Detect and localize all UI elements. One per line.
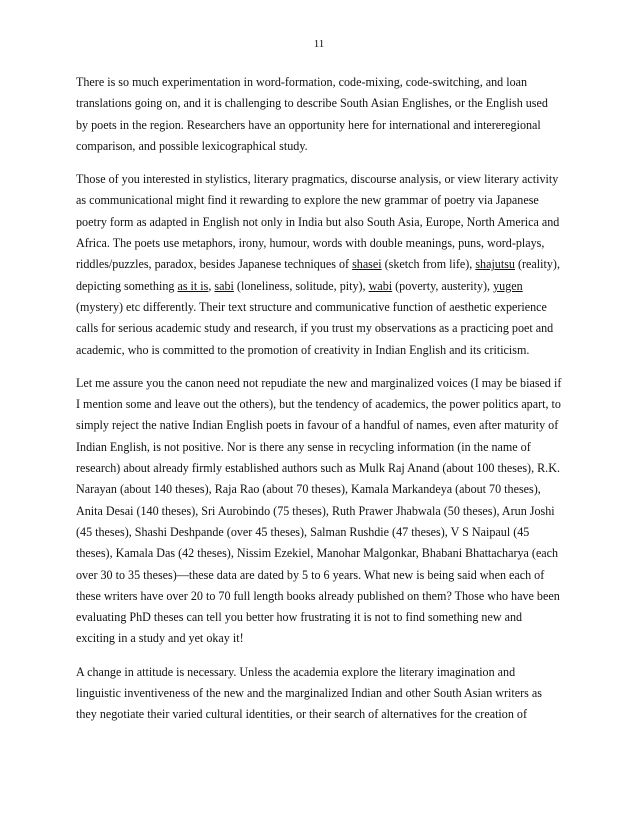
underlined-term: sabi <box>214 278 234 293</box>
underlined-term: wabi <box>368 278 393 293</box>
page-number: 11 <box>313 38 325 50</box>
text-segment: (poverty, austerity), <box>392 278 494 293</box>
paragraph <box>76 72 562 157</box>
text-segment: (sketch from life), <box>381 257 476 272</box>
document-body <box>76 72 562 738</box>
underlined-term: shajutsu <box>475 257 515 272</box>
paragraph <box>76 169 562 361</box>
text-segment: (mystery) etc differently. Their text structure and communicative function of aesthetic experience calls for serious academic study and research, if you trust my observations as a practicing poet and academic, who is committed to the promotion of creativity in Indian English and its criticism. <box>76 299 554 357</box>
paragraph <box>76 662 562 726</box>
underlined-term: as it is <box>177 278 209 293</box>
underlined-term: shasei <box>352 257 382 272</box>
text-segment: , <box>208 278 215 293</box>
text-segment: (loneliness, solitude, pity), <box>233 278 369 293</box>
text-segment: Those of you interested in stylistics, literary pragmatics, discourse analysis, or view literary activity as communicational might find it rewarding to explore the new grammar of poetry via Japanese poetry form as adapted in English not only in India but also South Asia, Europe, North America and Africa. The poets use metaphors, irony, humour, words with double meanings, puns, word-plays, riddles/puzzles, paradox, besides Japanese techniques of <box>76 172 560 272</box>
text-segment: A change in attitude is necessary. Unless the academia explore the literary imagination and linguistic inventiveness of the new and the marginalized Indian and other South Asian writers as they negotiate their varied cultural identities, or their search of alternatives for the creation of <box>76 664 542 722</box>
text-segment: Let me assure you the canon need not repudiate the new and marginalized voices (I may be biased if I mention some and leave out the others), but the tendency of academics, the power politics apart, to simply reject the native Indian English poets in favour of a handful of names, even after maturity of Indian English, is not positive. Nor is there any sense in recycling information (in the name of research) about already firmly established authors such as Mulk Raj Anand (about 100 theses), R.K. Narayan (about 140 theses), Raja Rao (about 70 theses), Kamala Markandeya (about 70 theses), Anita Desai (140 theses), Sri Aurobindo (75 theses), Ruth Prawer Jhabwala (50 theses), Arun Joshi (45 theses), Shashi Deshpande (over 45 theses), Salman Rushdie (47 theses), V S Naipaul (45 theses), Kamala Das (42 theses), Nissim Ezekiel, Manohar Malgonkar, Bhabani Bhattacharya (each over 30 to 35 theses)—these data are dated by 5 to 6 years. What new is being said when each of these writers have over 20 to 70 full length books already published on them? Those who have been evaluating PhD theses can tell you better how frustrating it is not to find something new and exciting in a study and yet okay it! <box>76 375 562 646</box>
text-segment: There is so much experimentation in word-formation, code-mixing, code-switching, and loan translations going on, and it is challenging to describe South Asian Englishes, or the English used by poets in the region. Researchers have an opportunity here for international and intereregional comparison, and possible lexicographical study. <box>76 75 548 153</box>
paragraph <box>76 373 562 650</box>
underlined-term: yugen <box>493 278 523 293</box>
text-segment: (reality), depicting something <box>76 257 560 293</box>
